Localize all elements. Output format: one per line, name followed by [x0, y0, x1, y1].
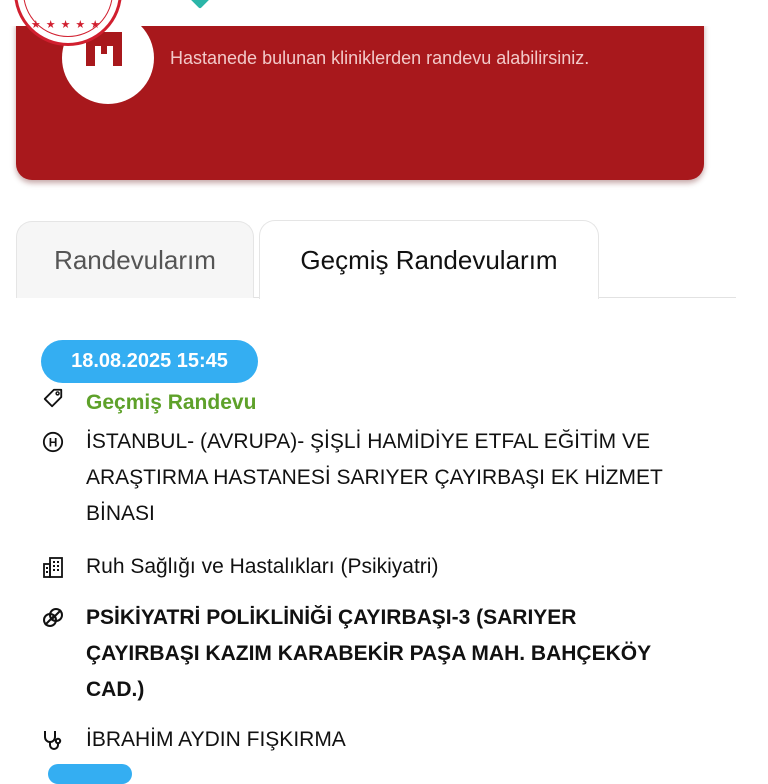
banner-description: Hastanede bulunan kliniklerden randevu alabilirsiniz.	[170, 48, 590, 68]
appointments-tabs	[16, 220, 736, 298]
examination-place: PSİKİYATRİ POLİKLİNİĞİ ÇAYIRBAŞI-3 (SARIYER ÇAYIRBAŞI KAZIM KARABEKİR PAŞA MAH. BAHÇEKÖY CAD.)	[86, 606, 651, 701]
doctor-name: İBRAHİM AYDIN FIŞKIRMA	[86, 728, 346, 751]
tab-my-appointments[interactable]: Randevularım	[16, 221, 254, 298]
doctor-row	[40, 722, 346, 758]
clinic-appointment-banner[interactable]	[16, 22, 704, 180]
hospital-name: İSTANBUL- (AVRUPA)- ŞİŞLİ HAMİDİYE ETFAL EĞİTİM VE ARAŞTIRMA HASTANESİ SARIYER ÇAYIRBAŞI EK HİZMET BİNASI	[86, 430, 663, 525]
appointment-datetime-badge: 18.08.2025 15:45	[41, 340, 258, 383]
svg-text:H: H	[48, 435, 58, 450]
next-appointment-badge	[48, 764, 132, 784]
tab-past-appointments[interactable]: Geçmiş Randevularım	[259, 220, 599, 299]
building-icon	[40, 554, 66, 580]
hospital-row	[40, 424, 720, 532]
hospital-h-icon	[40, 429, 66, 455]
place-row	[40, 600, 680, 708]
pills-icon	[40, 605, 66, 631]
stethoscope-icon	[40, 727, 66, 753]
clinic-row	[40, 549, 438, 585]
status-row	[40, 385, 256, 421]
tag-icon	[40, 385, 66, 411]
clinic-name: Ruh Sağlığı ve Hastalıkları (Psikiyatri)	[86, 555, 439, 578]
ministry-seal-logo: ★★★★★	[14, 0, 122, 46]
status-text: Geçmiş Randevu	[86, 391, 257, 414]
